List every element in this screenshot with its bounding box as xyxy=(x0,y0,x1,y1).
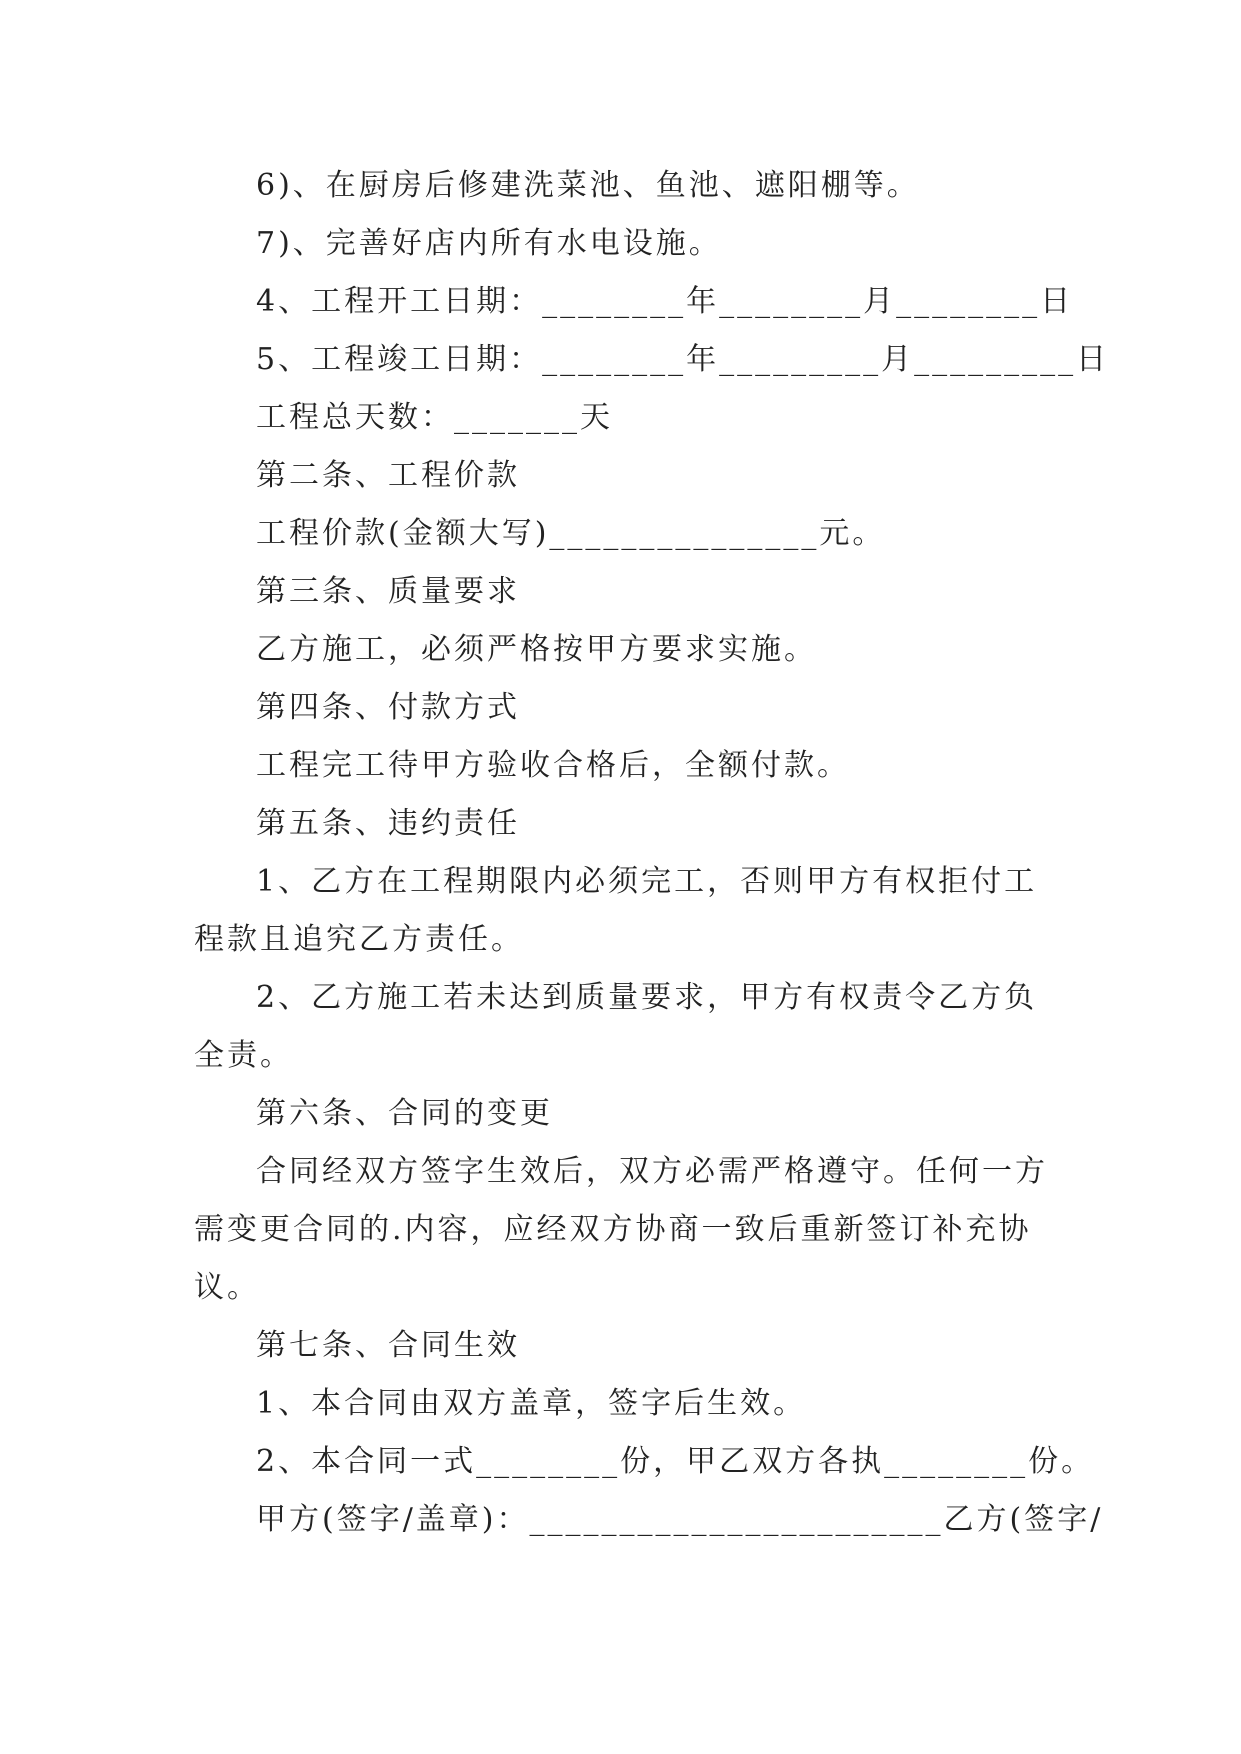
text-line: 5、工程竣工日期：________年_________月_________日 xyxy=(256,342,1110,377)
text-line: 工程总天数：_______天 xyxy=(256,400,613,435)
text-line: 1、乙方在工程期限内必须完工，否则甲方有权拒付工 xyxy=(256,864,1038,899)
section-heading: 第二条、工程价款 xyxy=(256,458,520,493)
text-line: 6)、在厨房后修建洗菜池、鱼池、遮阳棚等。 xyxy=(256,168,920,203)
text-line: 工程完工待甲方验收合格后，全额付款。 xyxy=(256,748,850,783)
text-line: 4、工程开工日期：________年________月________日 xyxy=(256,284,1074,319)
text-line: 7)、完善好店内所有水电设施。 xyxy=(256,226,722,261)
text-line: 2、乙方施工若未达到质量要求，甲方有权责令乙方负 xyxy=(256,980,1038,1015)
text-line: 需变更合同的.内容，应经双方协商一致后重新签订补充协 xyxy=(194,1212,1032,1247)
text-line: 全责。 xyxy=(194,1038,293,1073)
section-heading: 第七条、合同生效 xyxy=(256,1328,520,1363)
text-line: 程款且追究乙方责任。 xyxy=(194,922,524,957)
text-line: 合同经双方签字生效后，双方必需严格遵守。任何一方 xyxy=(256,1154,1048,1189)
text-line: 工程价款(金额大写)_______________元。 xyxy=(256,516,886,551)
signature-line: 甲方(签字/盖章)：_______________________乙方(签字/ xyxy=(256,1502,1104,1537)
text-line: 2、本合同一式________份，甲乙双方各执________份。 xyxy=(256,1444,1095,1479)
text-line: 1、本合同由双方盖章，签字后生效。 xyxy=(256,1386,807,1421)
section-heading: 第四条、付款方式 xyxy=(256,690,520,725)
section-heading: 第五条、违约责任 xyxy=(256,806,520,841)
text-line: 议。 xyxy=(194,1270,260,1305)
section-heading: 第三条、质量要求 xyxy=(256,574,520,609)
text-line: 乙方施工，必须严格按甲方要求实施。 xyxy=(256,632,817,667)
section-heading: 第六条、合同的变更 xyxy=(256,1096,553,1131)
